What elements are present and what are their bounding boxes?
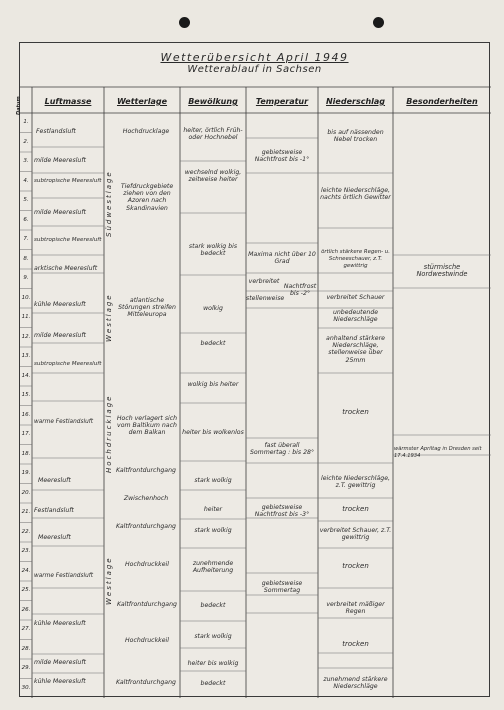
luftmasse-entry: Meeresluft: [38, 477, 71, 484]
niederschlag-entry: verbreitet Schauer, z.T. gewittrig: [319, 527, 392, 542]
day-number: 4.: [23, 177, 29, 184]
bewoelkung-entry: heiter bis wolkenlos: [182, 429, 244, 436]
wetterlage-vertical-label: Hochdrucklage: [105, 394, 113, 473]
day-number: 22.: [21, 528, 31, 535]
temperatur-entry: stellenweise: [246, 295, 285, 302]
niederschlag-entry: verbreitet Schauer: [326, 294, 385, 301]
day-number: 27.: [21, 626, 31, 632]
luftmasse-entry: milde Meeresluft: [34, 209, 86, 216]
bewoelkung-entry: bedeckt: [200, 680, 226, 687]
luftmasse-entry: kühle Meeresluft: [34, 301, 86, 308]
bewoelkung-entry: stark wolkig: [194, 527, 232, 534]
wetterlage-vertical-label: Westlage: [105, 293, 113, 343]
day-number: 1.: [23, 119, 29, 125]
luftmasse-entry: arktische Meeresluft: [34, 265, 98, 272]
page-subtitle: Wetterablauf in Sachsen: [187, 64, 322, 75]
day-number: 8.: [23, 255, 29, 262]
day-number: 20.: [21, 489, 31, 496]
day-number: 5.: [23, 197, 29, 203]
wetterlage-entry: Hochdruckkeil: [125, 637, 169, 644]
luftmasse-entry: Festlandsluft: [36, 128, 76, 135]
day-number: 18.: [21, 450, 31, 457]
niederschlag-entry: zunehmend stärkere Niederschläge: [323, 676, 388, 691]
luftmasse-entry: subtropische Meeresluft: [34, 178, 102, 184]
day-number: 9.: [23, 275, 29, 281]
day-number: 25.: [21, 587, 31, 593]
col-header-luftmasse: Luftmasse: [44, 97, 92, 106]
luftmasse-entry: kühle Meeresluft: [34, 678, 86, 685]
page-title: Wetterübersicht April 1949: [160, 51, 349, 64]
day-number: 15.: [21, 392, 31, 398]
day-number: 7.: [23, 236, 29, 242]
day-number: 6.: [23, 216, 29, 223]
weather-overview-sheet: [16, 42, 490, 697]
wetterlage-entry: Kaltfrontdurchgang: [116, 523, 176, 530]
wetterlage-entry: Kaltfrontdurchgang: [117, 601, 177, 608]
wetterlage-entry: Hochdruckkeil: [125, 561, 169, 568]
niederschlag-entry: örtlich stärkere Regen- u. Schneeschauer, z.T. gewittrig: [321, 249, 390, 270]
wetterlage-entry: Zwischenhoch: [123, 495, 169, 502]
luftmasse-entry: warme Festlandsluft: [34, 573, 94, 579]
niederschlag-entry: trocken: [342, 505, 369, 513]
luftmasse-entry: kühle Meeresluft: [34, 620, 86, 627]
niederschlag-entry: leichte Niederschläge, z.T. gewittrig: [321, 475, 390, 490]
wetterlage-entry: Kaltfrontdurchgang: [116, 467, 176, 474]
day-number: 17.: [21, 431, 31, 437]
luftmasse-entry: milde Meeresluft: [34, 659, 86, 666]
day-number: 10.: [21, 294, 31, 301]
niederschlag-entry: trocken: [342, 640, 369, 648]
bewoelkung-entry: bedeckt: [200, 340, 226, 347]
temperatur-entry: gebietsweise Sommertag: [261, 580, 303, 595]
col-header-wetterlage: Wetterlage: [116, 97, 168, 106]
col-header-datum: Datum: [16, 96, 22, 116]
niederschlag-entry: anhaltend stärkere Niederschläge, stellenweise über 25mm: [326, 335, 385, 364]
niederschlag-entry: trocken: [342, 562, 369, 570]
temperatur-entry: gebietsweise Nachtfrost bis -3°: [254, 504, 310, 519]
wetterlage-vertical-label: Südwestlage: [105, 170, 113, 238]
col-header-bewoelkung: Bewölkung: [188, 97, 238, 106]
temperatur-entry: Nachtfrost bis -2°: [283, 283, 317, 298]
wetterlage-entry: Kaltfrontdurchgang: [116, 679, 176, 686]
bewoelkung-entry: bedeckt: [200, 602, 226, 609]
bewoelkung-entry: heiter, örtlich Früh- oder Hochnebel: [183, 127, 243, 142]
col-header-besonderheiten: Besonderheiten: [406, 97, 478, 106]
bewoelkung-entry: zunehmende Aufheiterung: [192, 560, 234, 575]
day-number: 2.: [23, 138, 29, 145]
day-number: 23.: [21, 548, 31, 554]
besonderheiten-entry: stürmische Nordwestwinde: [416, 263, 468, 279]
bewoelkung-entry: stark wolkig: [194, 633, 232, 640]
luftmasse-entry: milde Meeresluft: [34, 332, 86, 339]
bewoelkung-entry: heiter bis wolkig: [187, 660, 239, 667]
luftmasse-entry: subtropische Meeresluft: [34, 237, 102, 243]
temperatur-entry: fast überall Sommertag : bis 28°: [249, 442, 315, 457]
luftmasse-entry: milde Meeresluft: [34, 157, 86, 164]
niederschlag-entry: bis auf nässenden Nebel trocken: [327, 129, 384, 144]
bewoelkung-entry: stark wolkig bis bedeckt: [188, 243, 238, 258]
temperatur-entry: Maxima nicht über 10 Grad: [248, 251, 316, 266]
day-number: 16.: [21, 411, 31, 418]
day-number: 21.: [21, 509, 31, 515]
table-grid: [20, 43, 491, 698]
bewoelkung-entry: stark wolkig: [194, 477, 232, 484]
day-number: 30.: [21, 684, 31, 691]
day-number: 3.: [23, 158, 29, 164]
niederschlag-entry: leichte Niederschläge, nachts örtlich Gewitter: [320, 187, 391, 202]
temperatur-entry: gebietsweise Nachtfrost bis -1°: [254, 149, 310, 164]
bewoelkung-entry: wechselnd wolkig, zeitweise heiter: [184, 169, 242, 184]
bewoelkung-entry: heiter: [203, 506, 223, 513]
wetterlage-vertical-label: Westlage: [105, 556, 113, 605]
luftmasse-entry: Festlandsluft: [34, 507, 74, 514]
day-number: 19.: [21, 470, 31, 476]
col-header-temperatur: Temperatur: [255, 97, 309, 106]
wetterlage-entry: Tiefdruckgebiete ziehen von den Azoren nach Skandinavien: [120, 183, 174, 212]
day-number: 13.: [21, 353, 31, 359]
niederschlag-entry: verbreitet mäßiger Regen: [326, 601, 385, 616]
day-number: 26.: [21, 606, 31, 613]
temperatur-entry: verbreitet: [248, 278, 280, 285]
bewoelkung-entry: wolkig: [203, 305, 223, 312]
bewoelkung-entry: wolkig bis heiter: [187, 381, 239, 388]
day-number: 14.: [21, 372, 31, 379]
wetterlage-entry: Hochdrucklage: [122, 128, 170, 135]
luftmasse-entry: warme Festlandsluft: [34, 419, 94, 425]
day-number: 28.: [21, 645, 31, 652]
day-number: 11.: [21, 314, 31, 320]
luftmasse-entry: Meeresluft: [38, 534, 71, 541]
day-number: 24.: [21, 567, 31, 574]
wetterlage-entry: atlantische Störungen streifen Mitteleuropa: [118, 297, 176, 319]
day-number: 29.: [21, 665, 31, 671]
col-header-niederschlag: Niederschlag: [325, 97, 386, 106]
niederschlag-entry: unbedeutende Niederschläge: [332, 309, 379, 324]
niederschlag-entry: trocken: [342, 408, 369, 416]
punch-hole-left: [179, 17, 190, 28]
punch-hole-right: [373, 17, 384, 28]
day-number: 12.: [21, 333, 31, 340]
besonderheiten-entry: wärmster Apriltag in Dresden seit 17.4.1934: [394, 446, 482, 460]
luftmasse-entry: subtropische Meeresluft: [34, 361, 102, 367]
wetterlage-entry: Hoch verlagert sich vom Baltikum nach dem Balkan: [116, 415, 178, 437]
